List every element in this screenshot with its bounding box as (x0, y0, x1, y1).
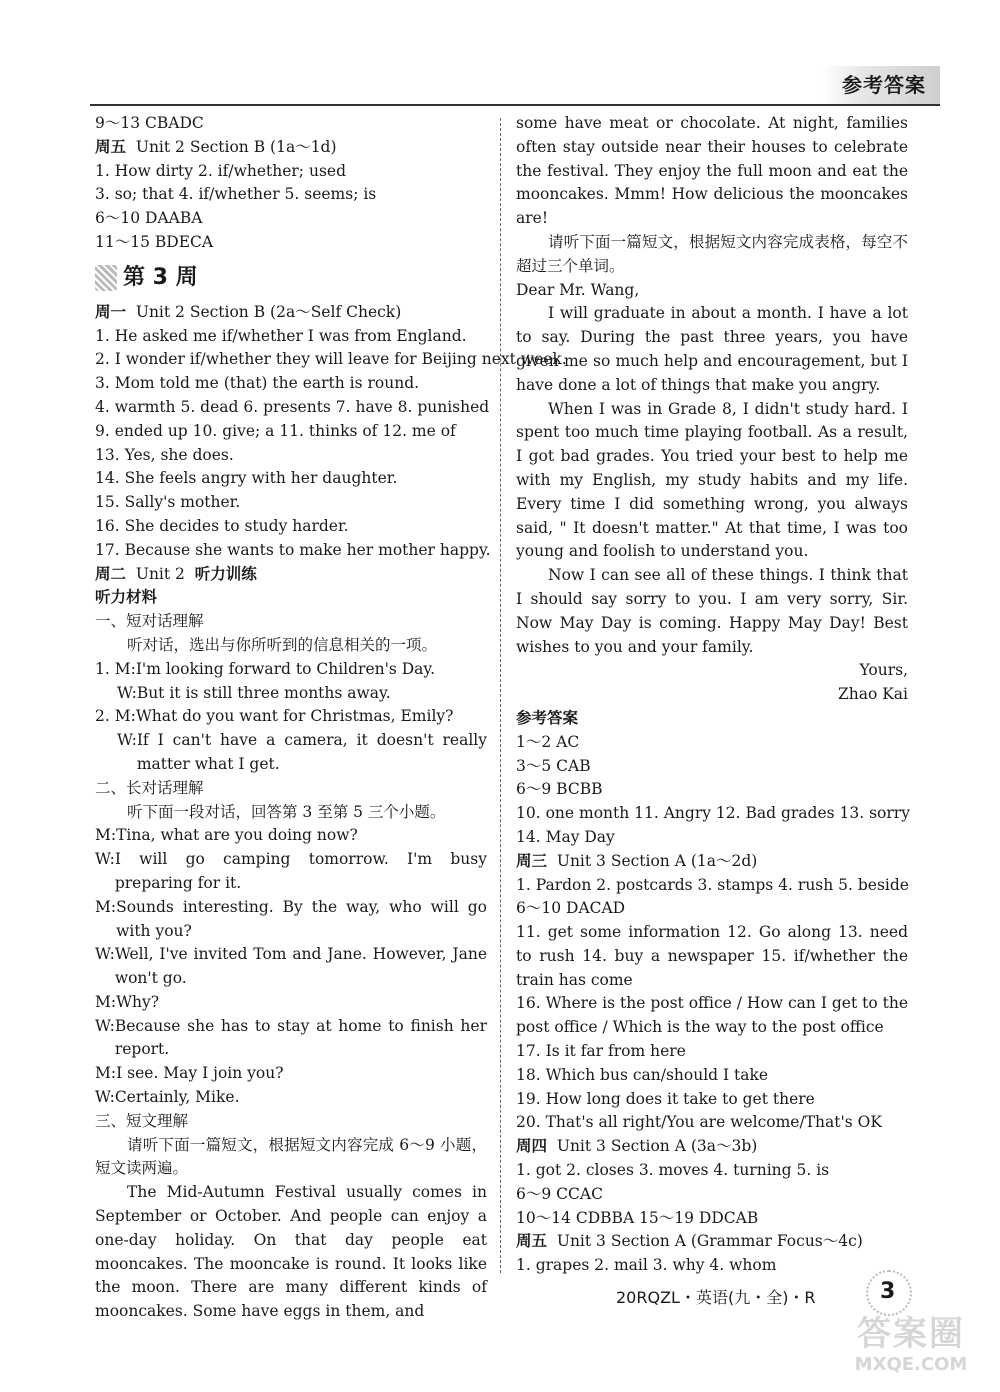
speaker: 2. M: (95, 707, 136, 726)
day-heading-mon (95, 301, 487, 325)
answer-line: 16. She decides to study harder. (95, 516, 349, 535)
week-heading (95, 261, 487, 295)
dialogue-text: Sounds interesting. By the way, who will go with you? (116, 897, 487, 940)
section-instruction: 听对话，选出与你所听到的信息相关的一项。 (127, 635, 438, 654)
header-rule (90, 104, 940, 106)
day-label: 周五 (516, 1232, 548, 1251)
answer-line: 4. warmth 5. dead 6. presents 7. have 8. punished (95, 397, 490, 416)
dialogue-text: But it is still three months away. (136, 683, 391, 702)
answer-line: 19. How long does it take to get there (516, 1089, 815, 1108)
unit-subtitle: 听力训练 (194, 564, 257, 583)
dialogue-line (95, 824, 487, 848)
answers-title: 参考答案 (516, 708, 579, 727)
passage-text-cont: some have meat or chocolate. At night, families often stay outside near their houses to celebrate the festival. They enjoy the full moon and eat the mooncakes. Mmm! How delicious the mooncakes are! (516, 114, 908, 228)
dialogue-line (95, 991, 487, 1015)
dialogue-text: Certainly, Mike. (114, 1088, 240, 1107)
dialogue-text: If I can't have a camera, it doesn't really matter what I get. (136, 731, 487, 773)
answer-line (516, 992, 908, 1040)
speaker: M: (95, 1064, 117, 1083)
watermark-logo (836, 1314, 986, 1384)
letter-signature: Zhao Kai (837, 685, 908, 704)
answer-line: 1～2 AC (516, 732, 580, 751)
answer-line: 6～10 DAABA (95, 209, 203, 228)
dialogue-text: I see. May I join you? (116, 1064, 284, 1083)
unit-label: Unit 3 Section A (Grammar Focus～4c) (556, 1232, 863, 1251)
dialogue-line (95, 1015, 487, 1063)
speaker: W: (117, 731, 137, 750)
answer-text: 16. Where is the post office / How can I get to the post office / Which is the way to the post office (516, 994, 908, 1037)
answer-line: 1. got 2. closes 3. moves 4. turning 5. is (516, 1161, 830, 1180)
unit-label: Unit 2 Section B (1a～1d) (135, 137, 337, 156)
day-heading-fri (95, 136, 487, 160)
watermark-text: 答案圈 (857, 1314, 965, 1354)
answer-line: 6～9 BCBB (516, 780, 603, 799)
unit-label: Unit 2 (135, 564, 185, 583)
dialogue-text: Why? (116, 992, 160, 1011)
answer-line: 9～13 CBADC (95, 114, 204, 132)
answer-line: 15. Sally's mother. (95, 493, 241, 512)
answer-line: 17. Because she wants to make her mother happy. (95, 540, 491, 559)
dialogue-line (95, 1086, 487, 1110)
week-title: 第 3 周 (123, 264, 198, 290)
answer-line: 6～9 CCAC (516, 1184, 603, 1203)
listening-title: 听力材料 (95, 588, 158, 607)
speaker: M: (95, 992, 117, 1011)
watermark-url: MXQE.COM (854, 1354, 968, 1375)
answer-line: 6～10 DACAD (516, 899, 626, 918)
day-heading-wed (516, 850, 908, 874)
dialogue-line (95, 658, 487, 682)
column-divider (500, 118, 501, 1273)
section-title: 三、短文理解 (95, 1111, 189, 1130)
answer-line: 14. May Day (516, 827, 615, 846)
answer-line: 11～15 BDECA (95, 232, 214, 251)
answer-line: 3. so; that 4. if/whether 5. seems; is (95, 185, 377, 204)
speaker: M: (95, 826, 117, 845)
section-tag: 参考答案 (822, 66, 940, 104)
dialogue-text: What do you want for Christmas, Emily? (135, 707, 454, 726)
dialogue-text: Well, I've invited Tom and Jane. However, Jane won't go. (114, 945, 487, 988)
day-heading-tue (95, 563, 487, 587)
section-instruction: 请听下面一篇短文，根据短文内容完成 6～9 小题，短文读两遍。 (95, 1135, 487, 1178)
right-column (516, 112, 908, 1278)
page-number: 3 (880, 1279, 896, 1304)
answer-line: 20. That's all right/You are welcome/That's OK (516, 1113, 882, 1132)
dialogue-line (95, 848, 487, 896)
speaker: 1. M: (95, 659, 136, 678)
day-heading-fri (516, 1230, 908, 1254)
speaker: M: (95, 897, 117, 916)
letter-paragraph: Now I can see all of these things. I think that I should say sorry to you. I am very sorry, Sir. Now May Day is coming. Happy May Day! Best wishes to you and your family. (516, 566, 908, 656)
answer-line: 1. grapes 2. mail 3. why 4. whom (516, 1256, 777, 1275)
speaker: W: (95, 945, 115, 964)
leaf-icon (95, 265, 117, 291)
section-instruction: 听下面一段对话，回答第 3 至第 5 三个小题。 (127, 802, 446, 821)
answer-line: 14. She feels angry with her daughter. (95, 469, 398, 488)
dialogue-line (95, 705, 487, 729)
day-heading-thu (516, 1135, 908, 1159)
speaker: W: (117, 683, 137, 702)
answer-line: 17. Is it far from here (516, 1042, 686, 1061)
unit-label: Unit 3 Section A (3a～3b) (556, 1137, 758, 1156)
section-instruction: 请听下面一篇短文，根据短文内容完成表格，每空不超过三个单词。 (516, 232, 908, 275)
answer-line: 2. I wonder if/whether they will leave for Beijing next week. (95, 350, 567, 369)
day-label: 周一 (95, 302, 127, 321)
answer-line: 3. Mom told me (that) the earth is round. (95, 374, 420, 393)
speaker: W: (95, 1016, 115, 1035)
day-label: 周二 (95, 564, 127, 583)
letter-closing: Yours, (859, 661, 908, 680)
answer-line: 13. Yes, she does. (95, 445, 234, 464)
dialogue-text: I'm looking forward to Children's Day. (135, 659, 436, 678)
dialogue-text: I will go camping tomorrow. I'm busy preparing for it. (114, 850, 487, 892)
answer-line: 1. Pardon 2. postcards 3. stamps 4. rush 5. beside (516, 875, 909, 894)
dialogue-line (95, 729, 487, 777)
day-label: 周四 (516, 1137, 548, 1156)
answer-line: 3～5 CAB (516, 756, 591, 775)
day-label: 周三 (516, 851, 548, 870)
letter-paragraph: I will graduate in about a month. I have a lot to say. During the past three years, you have given me so much help and encouragement, but I have done a lot of things that make you angry. (516, 304, 908, 394)
day-label: 周五 (95, 137, 127, 156)
dialogue-line (95, 1062, 487, 1086)
section-title: 二、长对话理解 (95, 778, 204, 797)
unit-label: Unit 2 Section B (2a～Self Check) (135, 302, 402, 321)
answer-line: 18. Which bus can/should I take (516, 1065, 769, 1084)
section-title: 一、短对话理解 (95, 612, 204, 631)
dialogue-line (95, 682, 487, 706)
answer-line: 10. one month 11. Angry 12. Bad grades 13. sorry (516, 804, 910, 823)
dialogue-text: Tina, what are you doing now? (116, 826, 358, 845)
speaker: W: (95, 1088, 115, 1107)
dialogue-line (95, 943, 487, 991)
letter-greeting: Dear Mr. Wang, (516, 280, 640, 299)
speaker: W: (95, 850, 115, 869)
passage-text: The Mid-Autumn Festival usually comes in September or October. And people can enjoy a one-day holiday. On that day people eat mooncakes. The mooncake is round. It looks like the moon. There are many different kinds of mooncakes. Some have eggs in them, and (95, 1183, 487, 1321)
answer-line: 1. How dirty 2. if/whether; used (95, 161, 346, 180)
answer-line: 10～14 CDBBA 15～19 DDCAB (516, 1208, 759, 1227)
footer-code: 20RQZL・英语(九・全)・R (616, 1288, 816, 1307)
dialogue-line (95, 896, 487, 944)
unit-label: Unit 3 Section A (1a～2d) (556, 851, 758, 870)
letter-paragraph: When I was in Grade 8, I didn't study hard. I spent too much time playing football. As a result, I got bad grades. You tried your best to help me with my English, my study habits and my life. Every time I did something wrong, you always said, " It doesn't matter." At that time, I was too young and foolish to understand you. (516, 399, 908, 561)
answer-line: 1. He asked me if/whether I was from England. (95, 326, 467, 345)
dialogue-text: Because she has to stay at home to finish her report. (114, 1016, 487, 1059)
answer-line: 11. get some information 12. Go along 13. need to rush 14. buy a newspaper 15. if/whether the train has come (516, 923, 908, 989)
answer-line: 9. ended up 10. give; a 11. thinks of 12. me of (95, 421, 456, 440)
